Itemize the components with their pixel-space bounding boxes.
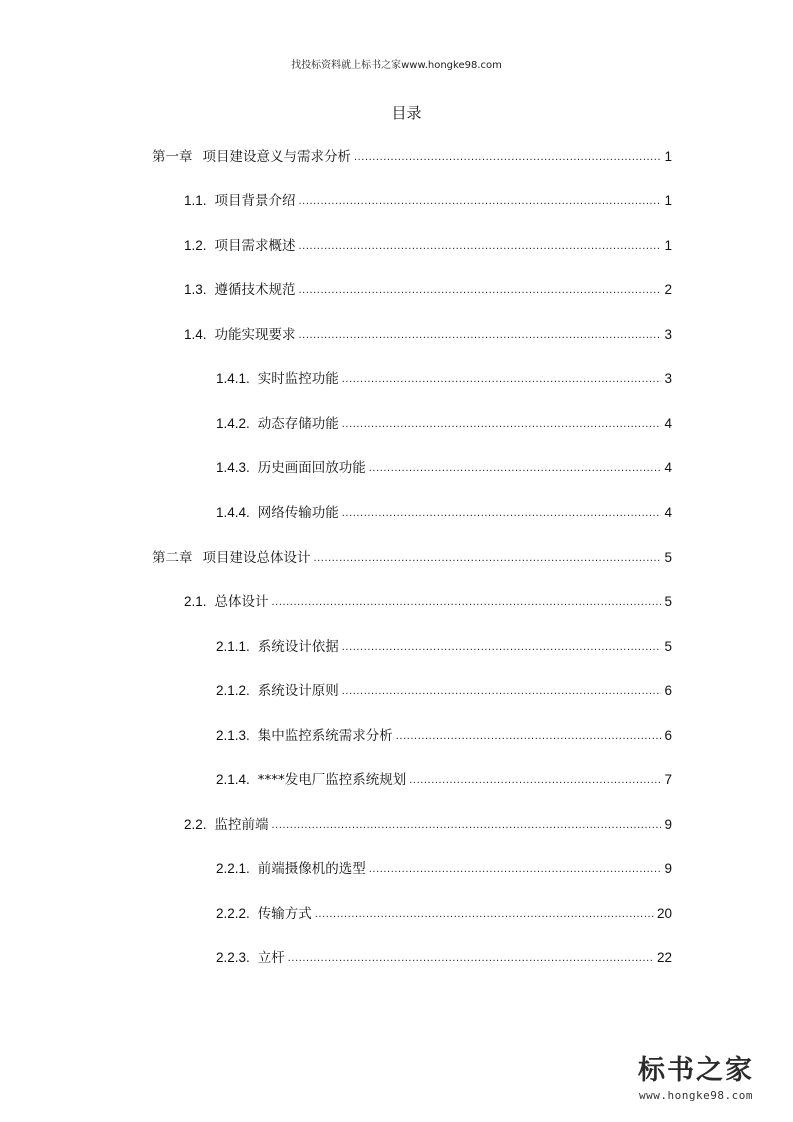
toc-dot-leader: [299, 326, 662, 344]
toc-entry-number: 第一章: [152, 149, 193, 165]
toc-dot-leader: [396, 727, 662, 745]
toc-entry-label: 项目建设总体设计: [202, 550, 311, 566]
logo-name: 标书之家: [638, 1055, 754, 1086]
toc-entry-label: 集中监控系统需求分析: [257, 728, 393, 744]
toc-dot-leader: [299, 192, 662, 210]
toc-entry-number: 2.1.4.: [216, 772, 250, 787]
toc-entry-label: 监控前端: [214, 817, 269, 833]
toc-entry-label: 实时监控功能: [257, 371, 339, 387]
site-logo: [621, 1055, 771, 1102]
toc-entry-number: 1.4.2.: [216, 416, 250, 431]
toc-entry-number: 2.2.2.: [216, 906, 250, 921]
toc-entry-1-4-2[interactable]: [216, 415, 672, 433]
toc-entry-2-1-1[interactable]: [216, 638, 672, 656]
toc-entry-number: 2.1.2.: [216, 683, 250, 698]
toc-entry-label: 网络传输功能: [257, 505, 339, 521]
toc-entry-label: 动态存储功能: [257, 416, 339, 432]
toc-dot-leader: [299, 237, 662, 255]
toc-entry-label: 系统设计原则: [257, 683, 339, 699]
toc-entry-label: ****发电厂监控系统规划: [257, 772, 407, 788]
toc-entry-label: 项目建设意义与需求分析: [202, 149, 351, 165]
toc-entry-label: 前端摄像机的选型: [257, 861, 366, 877]
toc-entry-page: 3: [664, 371, 672, 386]
toc-entry-2-2-2[interactable]: [216, 905, 672, 923]
toc-entry-2-1-2[interactable]: [216, 682, 672, 700]
toc-entry-page: 5: [664, 550, 672, 565]
toc-entry-page: 7: [664, 772, 672, 787]
toc-dot-leader: [342, 504, 662, 522]
toc-entry-page: 2: [664, 282, 672, 297]
toc-entry-number: 1.3.: [184, 282, 207, 297]
toc-entry-number: 2.2.1.: [216, 861, 250, 876]
toc-entry-1-4-3[interactable]: [216, 459, 672, 477]
toc-entry-page: 9: [664, 817, 672, 832]
toc-entry-page: 20: [656, 906, 672, 921]
toc-entry-label: 历史画面回放功能: [257, 460, 366, 476]
toc-dot-leader: [354, 148, 661, 166]
toc-dot-leader: [299, 281, 662, 299]
toc-entry-page: 4: [664, 505, 672, 520]
toc-entry-label: 项目背景介绍: [214, 193, 296, 209]
toc-entry-2-2[interactable]: [184, 816, 672, 834]
toc-entry-number: 2.1.3.: [216, 728, 250, 743]
toc-entry-chapter-2[interactable]: [152, 549, 672, 567]
toc-entry-1-4[interactable]: [184, 326, 672, 344]
toc-dot-leader: [342, 682, 662, 700]
toc-entry-page: 3: [664, 327, 672, 342]
toc-entry-number: 第二章: [152, 550, 193, 566]
toc-dot-leader: [272, 816, 662, 834]
toc-entry-chapter-1[interactable]: [152, 148, 672, 166]
toc-entry-page: 6: [664, 683, 672, 698]
toc-entry-1-1[interactable]: [184, 192, 672, 210]
toc-dot-leader: [272, 593, 662, 611]
toc-entry-2-2-1[interactable]: [216, 860, 672, 878]
toc-entry-number: 1.4.: [184, 327, 207, 342]
toc-entry-page: 1: [664, 193, 672, 208]
header-note: 找投标资料就上标书之家www.hongke98.com: [291, 60, 502, 71]
toc-entry-page: 9: [664, 861, 672, 876]
toc-entry-number: 1.2.: [184, 238, 207, 253]
toc-entry-number: 2.1.: [184, 594, 207, 609]
toc-dot-leader: [369, 459, 662, 477]
toc-entry-1-4-1[interactable]: [216, 370, 672, 388]
toc-entry-label: 项目需求概述: [214, 238, 296, 254]
toc-dot-leader: [342, 638, 662, 656]
logo-url: www.hongke98.com: [639, 1089, 753, 1102]
toc-entry-2-2-3[interactable]: [216, 949, 672, 967]
toc-entry-label: 传输方式: [257, 906, 312, 922]
toc-dot-leader: [314, 549, 662, 567]
toc-entry-number: 1.4.3.: [216, 460, 250, 475]
toc-dot-leader: [288, 949, 654, 967]
toc-dot-leader: [342, 415, 662, 433]
toc-entry-label: 系统设计依据: [257, 639, 339, 655]
toc-entry-label: 总体设计: [214, 594, 269, 610]
toc-entry-page: 4: [664, 416, 672, 431]
toc-entry-number: 2.1.1.: [216, 639, 250, 654]
toc-entry-1-2[interactable]: [184, 237, 672, 255]
toc-entry-1-4-4[interactable]: [216, 504, 672, 522]
toc-entry-page: 1: [664, 238, 672, 253]
toc-entry-page: 1: [664, 149, 672, 164]
toc-entry-number: 2.2.3.: [216, 950, 250, 965]
toc-entry-page: 6: [664, 728, 672, 743]
toc-entry-page: 4: [664, 460, 672, 475]
toc-entry-page: 22: [656, 950, 672, 965]
toc-entry-page: 5: [664, 594, 672, 609]
toc-entry-label: 遵循技术规范: [214, 282, 296, 298]
toc-title: 目录: [391, 104, 422, 122]
toc-dot-leader: [342, 370, 662, 388]
toc-entry-number: 2.2.: [184, 817, 207, 832]
toc-entry-page: 5: [664, 639, 672, 654]
toc-dot-leader: [369, 860, 662, 878]
toc-entry-2-1[interactable]: [184, 593, 672, 611]
toc-entry-2-1-3[interactable]: [216, 727, 672, 745]
toc-entry-number: 1.4.1.: [216, 371, 250, 386]
toc-entry-label: 功能实现要求: [214, 327, 296, 343]
toc-entry-number: 1.4.4.: [216, 505, 250, 520]
toc-dot-leader: [315, 905, 654, 923]
toc-entry-number: 1.1.: [184, 193, 207, 208]
toc-entry-2-1-4[interactable]: [216, 771, 672, 789]
toc-entry-1-3[interactable]: [184, 281, 672, 299]
toc-entry-label: 立杆: [257, 950, 285, 966]
toc-dot-leader: [409, 771, 661, 789]
